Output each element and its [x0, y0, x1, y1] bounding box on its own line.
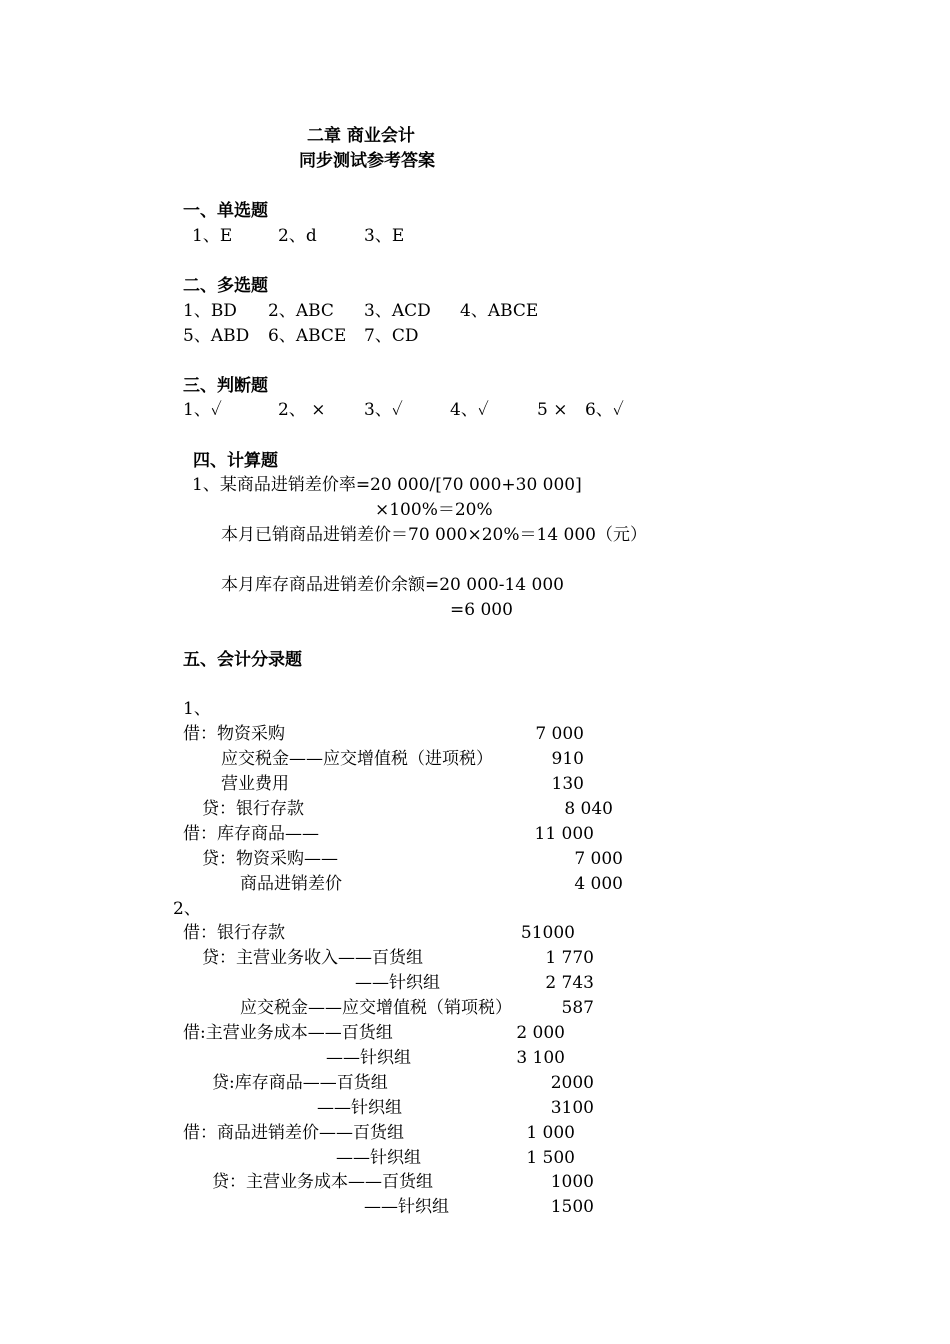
entry-amount: 1 000 — [526, 1123, 575, 1143]
answer-item: 1、✓ — [183, 400, 222, 420]
entry-amount: 8 040 — [564, 799, 613, 819]
entry-account: 贷：物资采购—— — [202, 849, 338, 869]
answer-item: 2、 × — [278, 400, 326, 420]
calc-line: =6 000 — [450, 600, 513, 620]
entry-amount: 1 500 — [526, 1148, 575, 1168]
entry-amount: 2 000 — [516, 1023, 565, 1043]
answer-item: 3、ACD — [364, 301, 431, 321]
entry-amount: 1500 — [550, 1197, 594, 1217]
entry-account: 贷:库存商品——百货组 — [212, 1073, 388, 1093]
entry-amount: 4 000 — [574, 874, 623, 894]
section-heading-calculation: 四、计算题 — [193, 451, 278, 471]
calc-line: 本月已销商品进销差价＝70 000×20%＝14 000（元） — [221, 525, 647, 545]
entry-account: ——针织组 — [317, 1098, 402, 1118]
entry-amount: 2000 — [550, 1073, 594, 1093]
entry-account: 应交税金——应交增值税（销项税） — [240, 998, 512, 1018]
entry-amount: 11 000 — [534, 824, 594, 844]
answer-item: 4、✓ — [450, 400, 489, 420]
entry-amount: 130 — [551, 774, 584, 794]
entry-account: 借：库存商品—— — [183, 824, 319, 844]
answer-item: 2、ABC — [268, 301, 334, 321]
answer-item: 1、E — [192, 226, 233, 246]
section-heading-multiple-choice: 二、多选题 — [183, 276, 268, 296]
calc-line: 本月库存商品进销差价余额=20 000-14 000 — [221, 575, 564, 595]
answer-item: 4、ABCE — [460, 301, 539, 321]
entry-account: 借：物资采购 — [183, 724, 285, 744]
entry-account: 应交税金——应交增值税（进项税） — [221, 749, 493, 769]
answer-item: 3、E — [364, 226, 405, 246]
entry-account: ——针织组 — [364, 1197, 449, 1217]
calc-line: 1、某商品进销差价率=20 000/[70 000+30 000] — [192, 475, 582, 495]
entry-account: 借：银行存款 — [183, 923, 285, 943]
entry-account: 贷：银行存款 — [202, 799, 304, 819]
page-title: 二章 商业会计 — [307, 126, 415, 146]
entry-amount: 2 743 — [545, 973, 594, 993]
entry-amount: 3 100 — [516, 1048, 565, 1068]
question-label: 2、 — [173, 899, 201, 919]
page-subtitle: 同步测试参考答案 — [299, 151, 435, 171]
entry-amount: 1000 — [550, 1172, 594, 1192]
entry-account: 借：商品进销差价——百货组 — [183, 1123, 404, 1143]
answer-item: 5 × — [537, 400, 568, 420]
entry-account: ——针织组 — [336, 1148, 421, 1168]
section-heading-true-false: 三、判断题 — [183, 376, 268, 396]
answer-item: 1、BD — [183, 301, 237, 321]
section-heading-journal-entries: 五、会计分录题 — [183, 650, 302, 670]
entry-amount: 910 — [551, 749, 584, 769]
question-label: 1、 — [183, 699, 211, 719]
entry-account: 商品进销差价 — [240, 874, 342, 894]
answer-item: 5、ABD — [183, 326, 250, 346]
answer-item: 7、CD — [364, 326, 419, 346]
section-heading-single-choice: 一、单选题 — [183, 201, 268, 221]
entry-amount: 7 000 — [574, 849, 623, 869]
entry-account: ——针织组 — [326, 1048, 411, 1068]
entry-account: ——针织组 — [355, 973, 440, 993]
entry-amount: 51000 — [520, 923, 575, 943]
entry-account: 贷：主营业务成本——百货组 — [212, 1172, 433, 1192]
entry-amount: 587 — [561, 998, 594, 1018]
entry-account: 贷：主营业务收入——百货组 — [202, 948, 423, 968]
answer-item: 6、✓ — [585, 400, 624, 420]
entry-amount: 3100 — [550, 1098, 594, 1118]
answer-item: 6、ABCE — [268, 326, 347, 346]
entry-amount: 7 000 — [535, 724, 584, 744]
entry-account: 营业费用 — [221, 774, 289, 794]
answer-item: 2、d — [278, 226, 317, 246]
answer-item: 3、✓ — [364, 400, 403, 420]
calc-line: ×100%＝20% — [375, 500, 493, 520]
entry-amount: 1 770 — [545, 948, 594, 968]
entry-account: 借:主营业务成本——百货组 — [183, 1023, 393, 1043]
